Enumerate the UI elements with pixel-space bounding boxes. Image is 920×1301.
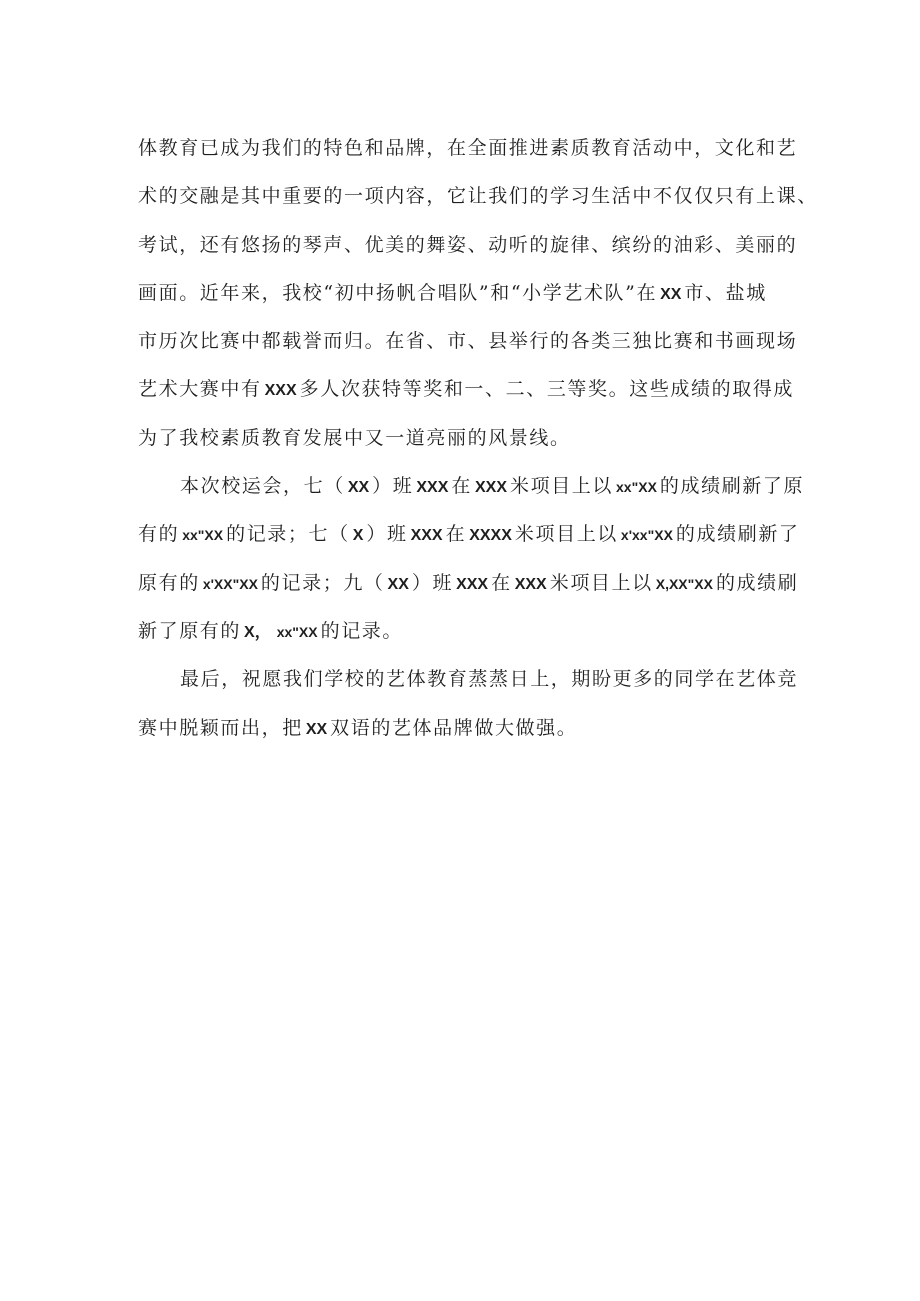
paragraph-3-line-1 — [138, 655, 798, 703]
text-run: 为了我校素质教育发展中又一道亮丽的风景线。 — [138, 426, 571, 449]
text-run: 本次校运会，七（ — [180, 475, 345, 498]
paragraph-2-line-3 — [138, 559, 798, 607]
placeholder-text: XX — [660, 285, 682, 303]
placeholder-text: XX — [347, 479, 370, 497]
text-run: 的成绩刷 — [715, 571, 799, 594]
text-run: 术的交融是其中重要的一项内容，它让我们的学习生活中不仅仅只有上课、 — [138, 185, 818, 208]
paragraph-1-line-2 — [138, 172, 818, 220]
paragraph-1-line-4 — [138, 269, 798, 317]
text-run: 新了原有的 — [138, 619, 242, 642]
text-run: 市、盐城 — [684, 281, 767, 304]
placeholder-text: XXX — [416, 479, 449, 497]
paragraph-1-line-6 — [138, 365, 798, 413]
text-run: 最后，祝愿我们学校的艺体教育蒸蒸日上，期盼更多的同学在艺体竞 — [180, 668, 799, 691]
placeholder-text: XX — [305, 720, 328, 738]
text-run: 的记录。 — [320, 619, 403, 642]
text-run: 的记录；九（ — [260, 571, 385, 594]
paragraph-1-line-1 — [138, 124, 798, 172]
placeholder-text: XX — [387, 575, 409, 593]
document-body — [138, 124, 818, 752]
placeholder-text: xx"XX — [616, 479, 657, 496]
placeholder-text: x'XX"XX — [202, 575, 258, 592]
placeholder-text: XXX — [456, 575, 489, 593]
paragraph-2-line-2 — [138, 510, 798, 558]
placeholder-text: XXX — [474, 479, 507, 497]
placeholder-text: xx"XX — [182, 527, 224, 544]
text-run: 双语的艺体品牌做大做强。 — [330, 716, 578, 739]
text-run: 艺术大赛中有 — [138, 378, 262, 401]
text-run: ）班 — [372, 475, 414, 498]
text-run: ）班 — [411, 571, 454, 594]
text-run: 在 — [445, 523, 467, 546]
placeholder-text: XXX — [410, 527, 443, 545]
paragraph-3-line-2 — [138, 704, 798, 752]
text-run: 在 — [451, 475, 472, 498]
text-run: 体教育已成为我们的特色和品牌，在全面推进素质教育活动中，文化和艺 — [138, 137, 798, 159]
placeholder-text: XXXX — [469, 527, 512, 545]
text-run: 原有的 — [138, 571, 200, 594]
paragraph-1-line-5 — [138, 317, 798, 365]
text-run: 画面。近年来，我校“初中扬帆合唱队”和“小学艺术队”在 — [138, 281, 658, 304]
text-run: 米项目上以 — [549, 571, 653, 594]
text-run: 米项目上以 — [510, 475, 614, 498]
placeholder-text: xx"XX — [276, 623, 318, 640]
paragraph-2-line-4 — [138, 607, 798, 655]
placeholder-text: X， — [244, 623, 271, 641]
paragraph-2-line-1 — [138, 462, 805, 510]
text-run: 市历次比赛中都载誉而归。在省、市、县举行的各类三独比赛和书画现场 — [138, 330, 798, 353]
placeholder-text: XXX — [264, 382, 297, 400]
text-run: 赛中脱颖而出，把 — [138, 716, 303, 739]
placeholder-text: XXX — [514, 575, 547, 593]
text-run: 米项目上以 — [514, 523, 618, 546]
text-run: 的成绩刷新了 — [675, 523, 800, 546]
text-run: 考试，还有悠扬的琴声、优美的舞姿、动听的旋律、缤纷的油彩、美丽的 — [138, 233, 798, 256]
text-run: 在 — [491, 571, 512, 594]
placeholder-text: X,XX"XX — [655, 575, 713, 592]
paragraph-1-line-3 — [138, 221, 798, 269]
text-run: ）班 — [366, 523, 408, 546]
placeholder-text: x'xx"XX — [620, 527, 673, 544]
text-run: 有的 — [138, 523, 180, 546]
paragraph-1-line-7 — [138, 414, 798, 462]
placeholder-text: X — [352, 527, 364, 545]
text-run: 的记录；七（ — [226, 523, 350, 546]
text-run: 多人次获特等奖和一、二、三等奖。这些成绩的取得成 — [299, 378, 795, 401]
text-run: 的成绩刷新了原 — [659, 475, 805, 498]
